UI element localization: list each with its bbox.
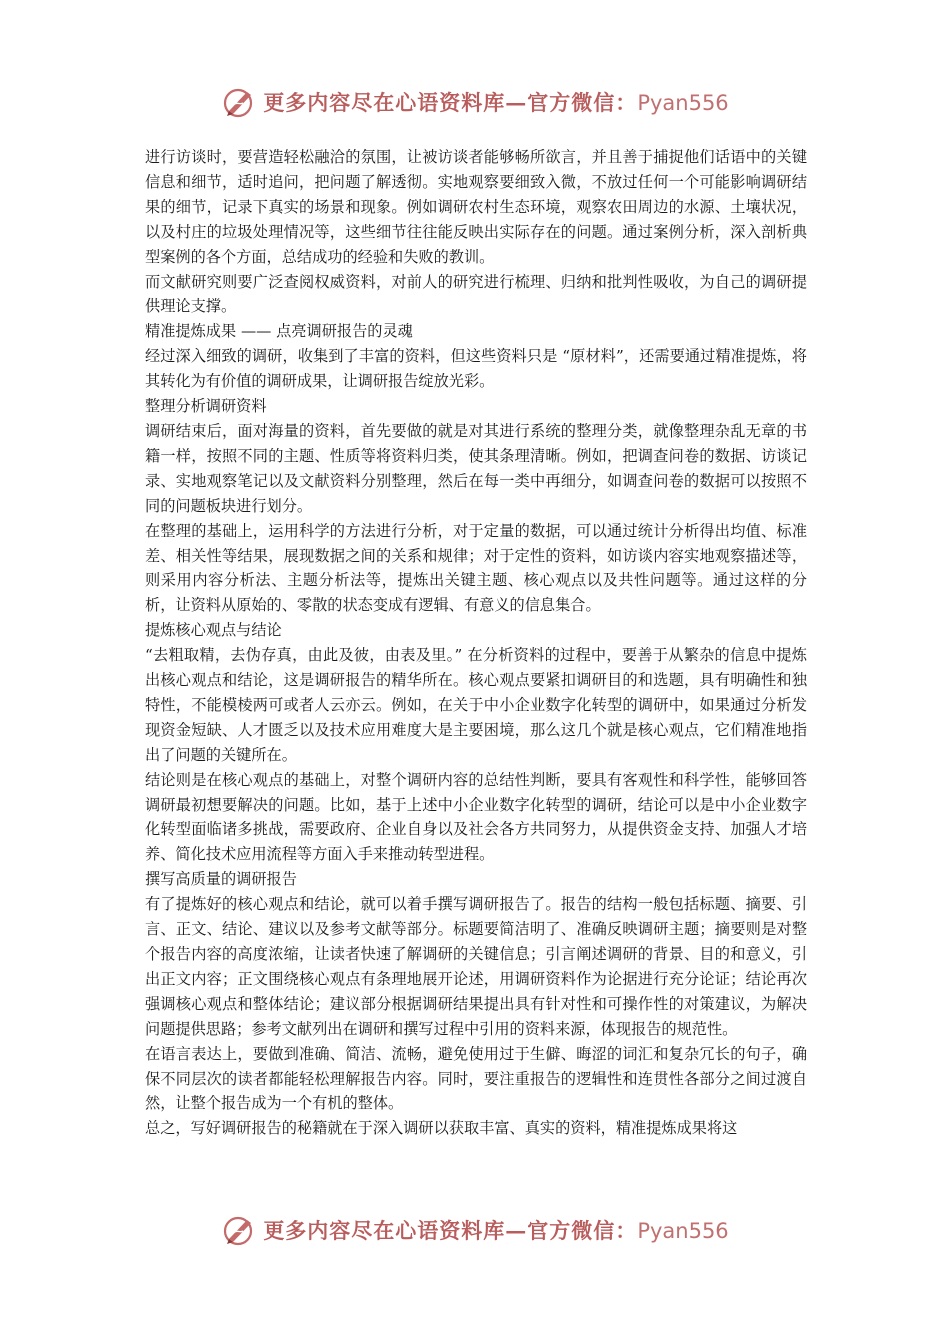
wechat-id: Pyan556	[637, 91, 729, 115]
paragraph: “去粗取精，去伪存真，由此及彼，由表及里。” 在分析资料的过程中，要善于从繁杂的信息中提炼出核心观点和结论，这是调研报告的精华所在。核心观点要紧扣调研目的和选题，具有明确性和独特性，不能模棱两可或者人云亦云。例如，在关于中小企业数字化转型的调研中，如果通过分析发现资金短缺、人才匮乏以及技术应用难度大是主要困境，那么这几个就是核心观点，它们精准地指出了问题的关键所在。	[145, 646, 807, 764]
section-heading: 精准提炼成果 —— 点亮调研报告的灵魂	[145, 322, 413, 341]
pen-logo-icon	[221, 1212, 257, 1248]
paragraph: 经过深入细致的调研，收集到了丰富的资料，但这些资料只是 “原材料”，还需要通过精准提炼，将其转化为有价值的调研成果，让调研报告绽放光彩。	[145, 347, 807, 391]
header-banner-text: 更多内容尽在心语资料库—官方微信：Pyan556	[263, 90, 729, 115]
footer-banner	[0, 1210, 950, 1250]
subsection-heading: 提炼核心观点与结论	[145, 621, 282, 640]
paragraph: 在整理的基础上，运用科学的方法进行分析，对于定量的数据，可以通过统计分析得出均值、标准差、相关性等结果，展现数据之间的关系和规律；对于定性的资料，如访谈内容实地观察描述等，则采用内容分析法、主题分析法等，提炼出关键主题、核心观点以及共性问题等。通过这样的分析，让资料从原始的、零散的状态变成有逻辑、有意义的信息集合。	[145, 521, 807, 615]
pen-logo-icon	[221, 84, 257, 120]
paragraph: 在语言表达上，要做到准确、简洁、流畅，避免使用过于生僻、晦涩的词汇和复杂冗长的句子，确保不同层次的读者都能轻松理解报告内容。同时，要注重报告的逻辑性和连贯性各部分之间过渡自然，让整个报告成为一个有机的整体。	[145, 1044, 807, 1113]
header-banner	[0, 82, 950, 122]
paragraph: 而文献研究则要广泛查阅权威资料，对前人的研究进行梳理、归纳和批判性吸收，为自己的调研提供理论支撑。	[145, 272, 807, 316]
subsection-heading: 整理分析调研资料	[145, 397, 267, 416]
paragraph: 结论则是在核心观点的基础上，对整个调研内容的总结性判断，要具有客观性和科学性，能够回答调研最初想要解决的问题。比如，基于上述中小企业数字化转型的调研，结论可以是中小企业数字化转型面临诸多挑战，需要政府、企业自身以及社会各方共同努力，从提供资金支持、加强人才培养、简化技术应用流程等方面入手来推动转型进程。	[145, 770, 807, 864]
subsection-heading: 撰写高质量的调研报告	[145, 870, 297, 889]
document-body	[145, 145, 807, 1141]
paragraph: 进行访谈时，要营造轻松融洽的氛围，让被访谈者能够畅所欲言，并且善于捕捉他们话语中的关键信息和细节，适时追问，把问题了解透彻。实地观察要细致入微，不放过任何一个可能影响调研结果的细节，记录下真实的场景和现象。例如调研农村生态环境，观察农田周边的水源、土壤状况，以及村庄的垃圾处理情况等，这些细节往往能反映出实际存在的问题。通过案例分析，深入剖析典型案例的各个方面，总结成功的经验和失败的教训。	[145, 148, 807, 266]
paragraph: 有了提炼好的核心观点和结论，就可以着手撰写调研报告了。报告的结构一般包括标题、摘要、引言、正文、结论、建议以及参考文献等部分。标题要简洁明了、准确反映调研主题；摘要则是对整个报告内容的高度浓缩，让读者快速了解调研的关键信息；引言阐述调研的背景、目的和意义，引出正文内容；正文围绕核心观点有条理地展开论述，用调研资料作为论据进行充分论证；结论再次强调核心观点和整体结论；建议部分根据调研结果提出具有针对性和可操作性的对策建议，为解决问题提供思路；参考文献列出在调研和撰写过程中引用的资料来源，体现报告的规范性。	[145, 895, 807, 1038]
paragraph: 调研结束后，面对海量的资料，首先要做的就是对其进行系统的整理分类，就像整理杂乱无章的书籍一样，按照不同的主题、性质等将资料归类，使其条理清晰。例如，把调查问卷的数据、访谈记录、实地观察笔记以及文献资料分别整理，然后在每一类中再细分，如调查问卷的数据可以按照不同的问题板块进行划分。	[145, 421, 807, 515]
wechat-id: Pyan556	[637, 1219, 729, 1243]
footer-banner-text: 更多内容尽在心语资料库—官方微信：Pyan556	[263, 1218, 729, 1243]
paragraph: 总之，写好调研报告的秘籍就在于深入调研以获取丰富、真实的资料，精准提炼成果将这	[145, 1119, 738, 1138]
